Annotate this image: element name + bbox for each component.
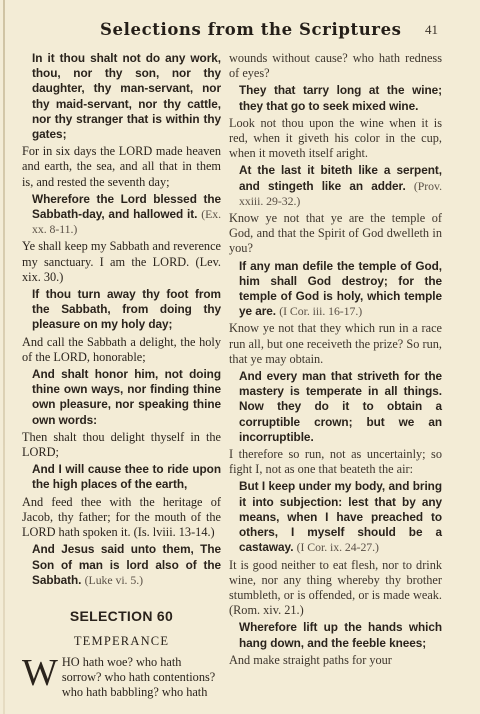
paragraph-text: It is good neither to eat flesh, nor to drink wine, nor any thing whereby thy brother stumbleth, or is offended, or is made weak. (Rom. xiv. 21.) — [229, 557, 442, 618]
scripture-reference: (Ex. xx. 8-11.) — [32, 207, 221, 237]
left-paragraph — [22, 495, 221, 541]
right-paragraph-list — [229, 51, 442, 668]
left-paragraph — [22, 542, 221, 588]
left-paragraph — [22, 51, 221, 142]
page-number: 41 — [425, 22, 438, 37]
paragraph-text: If any man defile the temple of God, him shall God destroy; for the temple of God is holy, which temple ye are. — [239, 258, 442, 319]
right-paragraph — [229, 83, 442, 113]
paragraph-text: And shalt honor him, not doing thine own ways, nor finding thine own pleasure, nor speaking thine own words: — [32, 367, 221, 427]
right-paragraph — [229, 211, 442, 257]
paragraph-text: wounds without cause? who hath redness of eyes? — [229, 51, 442, 81]
left-paragraph — [22, 335, 221, 365]
right-paragraph — [229, 116, 442, 162]
paragraph-text: They that tarry long at the wine; they that go to seek mixed wine. — [239, 83, 442, 113]
paragraph-text: Know ye not that ye are the temple of God, and that the Spirit of God dwelleth in you? — [229, 211, 442, 256]
paragraph-text: In it thou shalt not do any work, thou, nor thy son, nor thy daughter, thy man-servant, nor thy maid-servant, nor thy cattle, nor thy stranger that is within thy gates; — [32, 51, 221, 142]
right-paragraph — [229, 479, 442, 555]
paragraph-text: Wherefore lift up the hands which hang down, and the feeble knees; — [239, 620, 442, 650]
right-paragraph — [229, 620, 442, 650]
right-paragraph — [229, 321, 442, 367]
running-title: Selections from the Scriptures — [100, 20, 402, 39]
paragraph-text: And I will cause thee to ride upon the high places of the earth, — [32, 462, 221, 492]
paragraph-text: Wherefore the Lord blessed the Sabbath-day, and hallowed it. — [32, 191, 221, 222]
left-paragraph — [22, 462, 221, 492]
selection-heading: SELECTION 60 — [69, 607, 174, 624]
paragraph-text: Know ye not that they which run in a race run all, but one receiveth the prize? So run, that ye may obtain. — [229, 321, 442, 366]
paragraph-text: And feed thee with the heritage of Jacob, thy father; for the mouth of the LORD hath spoken it. (Is. lviii. 13-14.) — [22, 494, 221, 540]
paragraph-text: Then shalt thou delight thyself in the LORD; — [22, 429, 221, 460]
right-column — [229, 51, 442, 670]
paragraph-text: Ye shall keep my Sabbath and reverence my sanctuary. I am the LORD. (Lev. xix. 30.) — [22, 239, 221, 284]
paragraph-text: And call the Sabbath a delight, the holy of the LORD, honorable; — [22, 334, 221, 364]
right-paragraph — [229, 558, 442, 619]
paragraph-text: And make straight paths for your — [229, 652, 392, 667]
left-paragraph — [22, 430, 221, 460]
page-gutter-edge — [3, 0, 5, 714]
paragraph-text: But I keep under my body, and bring it into subjection: lest that by any means, when I have preached to others, I myself should be a castaway. — [239, 479, 442, 555]
dropcap-paragraph-text: HO hath woe? who hath sorrow? who hath contentions? who hath babbling? who hath — [61, 654, 216, 700]
scripture-reference: (I Cor. ix. 24-27.) — [296, 540, 379, 555]
right-paragraph — [229, 163, 442, 209]
paragraph-text: And every man that striveth for the mastery is temperate in all things. Now they do it to obtain a corruptible crown; but we an incorruptible. — [239, 369, 442, 444]
right-paragraph — [229, 51, 442, 81]
dropcap-paragraph — [22, 651, 221, 701]
right-paragraph — [229, 369, 442, 445]
paragraph-text: At the last it biteth like a serpent, and stingeth like an adder. — [239, 163, 442, 193]
paragraph-text: If thou turn away thy foot from the Sabbath, from doing thy pleasure on my holy day; — [32, 287, 221, 332]
right-paragraph — [229, 447, 442, 477]
right-paragraph — [229, 653, 442, 668]
left-column — [22, 51, 221, 701]
left-paragraph — [22, 287, 221, 333]
left-paragraph — [22, 367, 221, 428]
paragraph-text: I therefore so run, not as uncertainly; so fight I, not as one that beateth the air: — [229, 447, 442, 477]
left-paragraph-list — [22, 51, 221, 588]
paragraph-text: Look not thou upon the wine when it is red, when it giveth his color in the cup, when it moveth itself aright. — [229, 115, 442, 161]
paragraph-text: And Jesus said unto them, The Son of man is lord also of the Sabbath. — [32, 542, 221, 587]
paragraph-text: For in six days the LORD made heaven and earth, the sea, and all that in them is, and rested the seventh day; — [22, 144, 221, 189]
page-header — [0, 18, 480, 48]
left-paragraph — [22, 192, 221, 238]
selection-subtitle: TEMPERANCE — [73, 633, 170, 648]
dropcap-letter: W — [22, 651, 58, 694]
right-paragraph — [229, 259, 442, 320]
left-paragraph — [22, 239, 221, 285]
scripture-reference: (Prov. xxiii. 29-32.) — [239, 178, 442, 208]
scripture-reference: (I Cor. iii. 16-17.) — [279, 304, 363, 319]
left-paragraph — [22, 144, 221, 190]
scripture-reference: (Luke vi. 5.) — [84, 572, 143, 587]
